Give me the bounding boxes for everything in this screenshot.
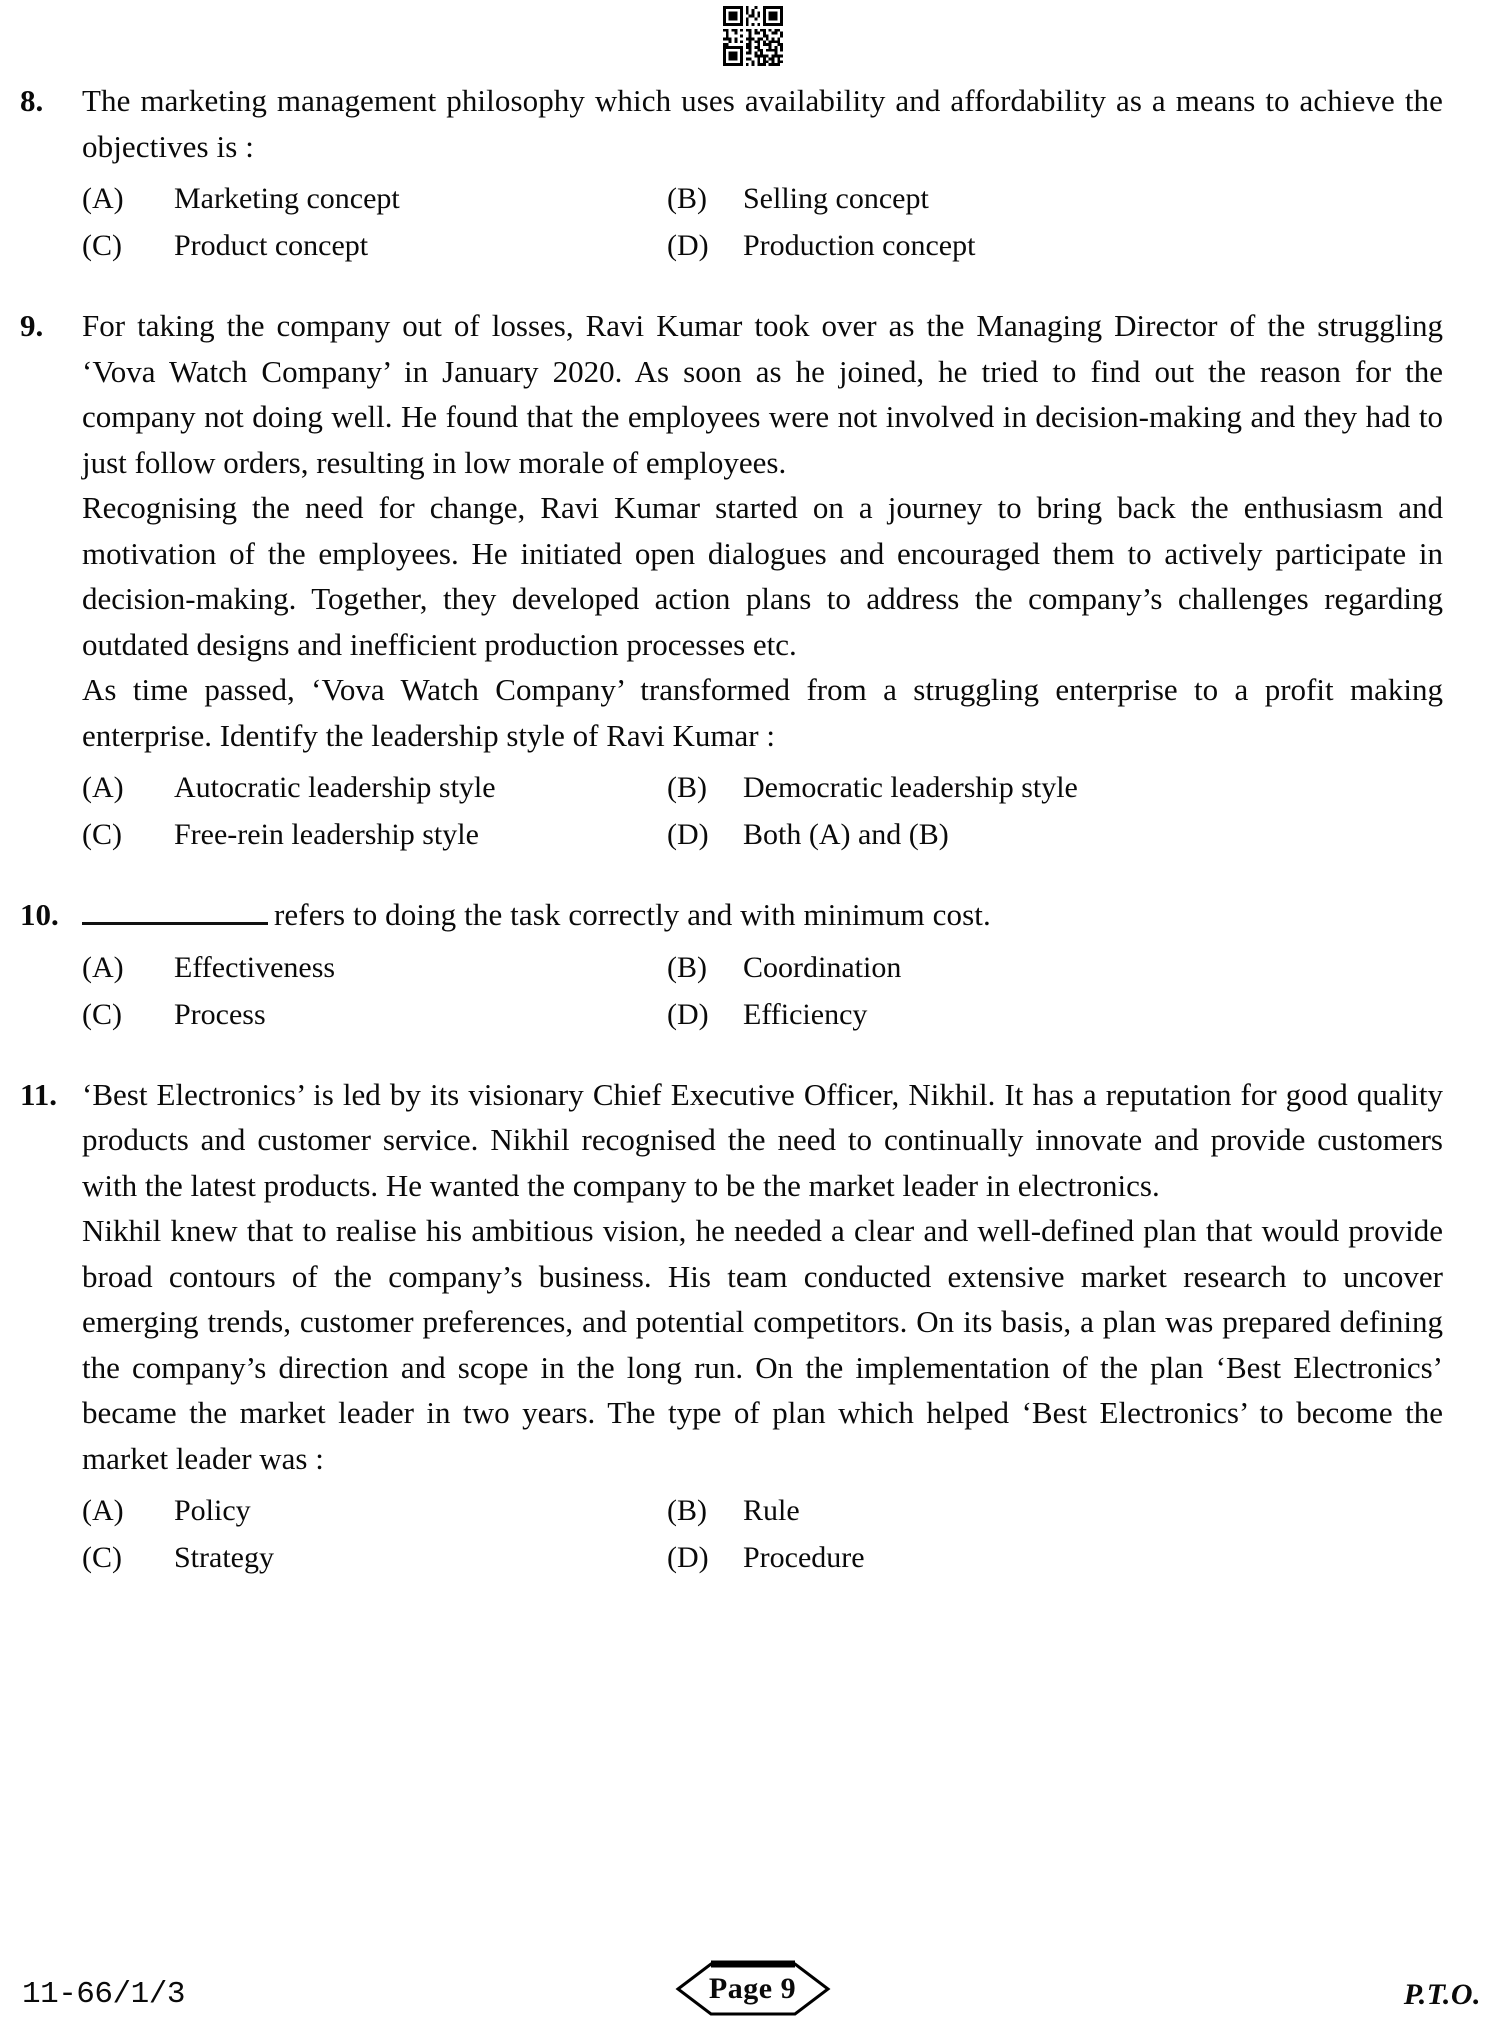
pto-label: P.T.O. — [1403, 1978, 1481, 2011]
question-stem-text: refers to doing the task correctly and with minimum cost. — [274, 897, 991, 932]
option-key: (D) — [667, 818, 709, 851]
question-number: 8. — [20, 83, 44, 118]
option-key: (B) — [667, 182, 707, 215]
option-key: (B) — [667, 1494, 707, 1527]
option-label: Both (A) and (B) — [743, 818, 949, 851]
spacer — [0, 269, 1505, 303]
option-c[interactable] — [82, 811, 667, 858]
spacer — [0, 858, 1505, 892]
question-body — [82, 1072, 1505, 1582]
qr-code-container — [0, 6, 1505, 66]
option-label: Rule — [743, 1494, 800, 1527]
question-number: 11. — [20, 1076, 58, 1112]
option-key: (C) — [82, 1541, 122, 1574]
option-key: (D) — [667, 997, 709, 1031]
question-body — [82, 303, 1505, 858]
option-label: Production concept — [743, 229, 976, 262]
option-key: (B) — [667, 950, 707, 984]
option-label: Effectiveness — [174, 950, 336, 984]
option-key: (B) — [667, 771, 707, 804]
question-stem: The marketing management philosophy which uses availability and affordability as a means to achieve the objectives is : — [82, 83, 1443, 164]
question-stem — [82, 892, 1443, 938]
question-8 — [0, 78, 1505, 269]
options-list — [82, 175, 1443, 269]
option-row — [82, 764, 1443, 811]
option-key: (A) — [82, 182, 124, 215]
question-paragraph-3: As time passed, ‘Vova Watch Company’ transformed from a struggling enterprise to a profit making enterprise. Identify the leadership style of Ravi Kumar : — [82, 672, 1443, 753]
question-number: 9. — [20, 308, 44, 343]
option-c[interactable] — [82, 222, 667, 269]
page-number-badge — [633, 1960, 873, 2018]
option-a[interactable] — [82, 175, 667, 222]
option-d[interactable] — [667, 811, 1443, 858]
option-c[interactable] — [82, 991, 667, 1038]
option-row — [82, 944, 1443, 991]
option-c[interactable] — [82, 1534, 667, 1581]
option-key: (C) — [82, 229, 122, 262]
question-paragraph-2: Nikhil knew that to realise his ambitious vision, he needed a clear and well-defined plan that would provide broad contours of the company’s business. His team conducted extensive market research to uncover emerging trends, customer preferences, and potential competitors. On its basis, a plan was prepared defining the company’s direction and scope in the long run. On the implementation of the plan ‘Best Electronics’ became the market leader in two years. The type of plan which helped ‘Best Electronics’ to become the market leader was : — [82, 1213, 1443, 1476]
option-key: (A) — [82, 1494, 124, 1527]
option-label: Coordination — [743, 950, 902, 984]
option-key: (D) — [667, 1541, 709, 1574]
option-label: Marketing concept — [174, 182, 400, 215]
options-list — [82, 764, 1443, 858]
option-b[interactable] — [667, 175, 1443, 222]
option-label: Autocratic leadership style — [174, 771, 496, 804]
question-paragraph-2: Recognising the need for change, Ravi Kumar started on a journey to bring back the enthusiasm and motivation of the employees. He initiated open dialogues and encouraged them to actively participate in decision-making. Together, they developed action plans to address the company’s challenges regarding outdated designs and inefficient production processes etc. — [82, 490, 1443, 662]
option-row — [82, 991, 1443, 1038]
paper-code: 11-66/1/3 — [22, 1977, 185, 2012]
option-key: (A) — [82, 771, 124, 804]
option-a[interactable] — [82, 944, 667, 991]
option-label: Democratic leadership style — [743, 771, 1078, 804]
question-paragraph-1: ‘Best Electronics’ is led by its visionary Chief Executive Officer, Nikhil. It has a reputation for good quality products and customer service. Nikhil recognised the need to continually innovate and provide customers with the latest products. He wanted the company to be the market leader in electronics. — [82, 1076, 1443, 1203]
option-key: (D) — [667, 229, 709, 262]
option-row — [82, 1487, 1443, 1534]
option-d[interactable] — [667, 222, 1443, 269]
options-list — [82, 944, 1443, 1038]
options-list — [82, 1487, 1443, 1581]
questions-container — [0, 78, 1505, 1581]
page-footer — [0, 1962, 1505, 2018]
option-a[interactable] — [82, 1487, 667, 1534]
option-row — [82, 1534, 1443, 1581]
question-body — [82, 892, 1505, 1038]
option-row — [82, 811, 1443, 858]
option-row — [82, 222, 1443, 269]
option-b[interactable] — [667, 764, 1443, 811]
option-key: (C) — [82, 818, 122, 851]
question-body — [82, 78, 1505, 269]
option-row — [82, 175, 1443, 222]
option-key: (C) — [82, 997, 122, 1031]
question-9 — [0, 303, 1505, 858]
option-label: Free-rein leadership style — [174, 818, 479, 851]
option-label: Policy — [174, 1494, 251, 1527]
option-key: (A) — [82, 950, 124, 984]
spacer — [0, 1038, 1505, 1072]
question-number: 10. — [20, 897, 59, 932]
option-a[interactable] — [82, 764, 667, 811]
fill-in-blank[interactable] — [82, 896, 268, 925]
page-number-label: Page 9 — [708, 1972, 797, 2005]
option-label: Product concept — [174, 229, 369, 262]
option-d[interactable] — [667, 991, 1443, 1038]
option-label: Efficiency — [743, 997, 868, 1031]
option-b[interactable] — [667, 1487, 1443, 1534]
option-label: Procedure — [743, 1541, 865, 1574]
option-label: Process — [174, 997, 266, 1031]
question-11 — [0, 1072, 1505, 1582]
option-b[interactable] — [667, 944, 1443, 991]
option-label: Selling concept — [743, 182, 929, 215]
question-10 — [0, 892, 1505, 1038]
question-paragraph-1: For taking the company out of losses, Ravi Kumar took over as the Managing Director of the struggling ‘Vova Watch Company’ in January 2020. As soon as he joined, he tried to find out the reason for the company not doing well. He found that the employees were not involved in decision-making and they had to just follow orders, resulting in low morale of employees. — [82, 308, 1443, 480]
option-label: Strategy — [174, 1541, 274, 1574]
option-d[interactable] — [667, 1534, 1443, 1581]
qr-code-icon — [722, 6, 784, 66]
